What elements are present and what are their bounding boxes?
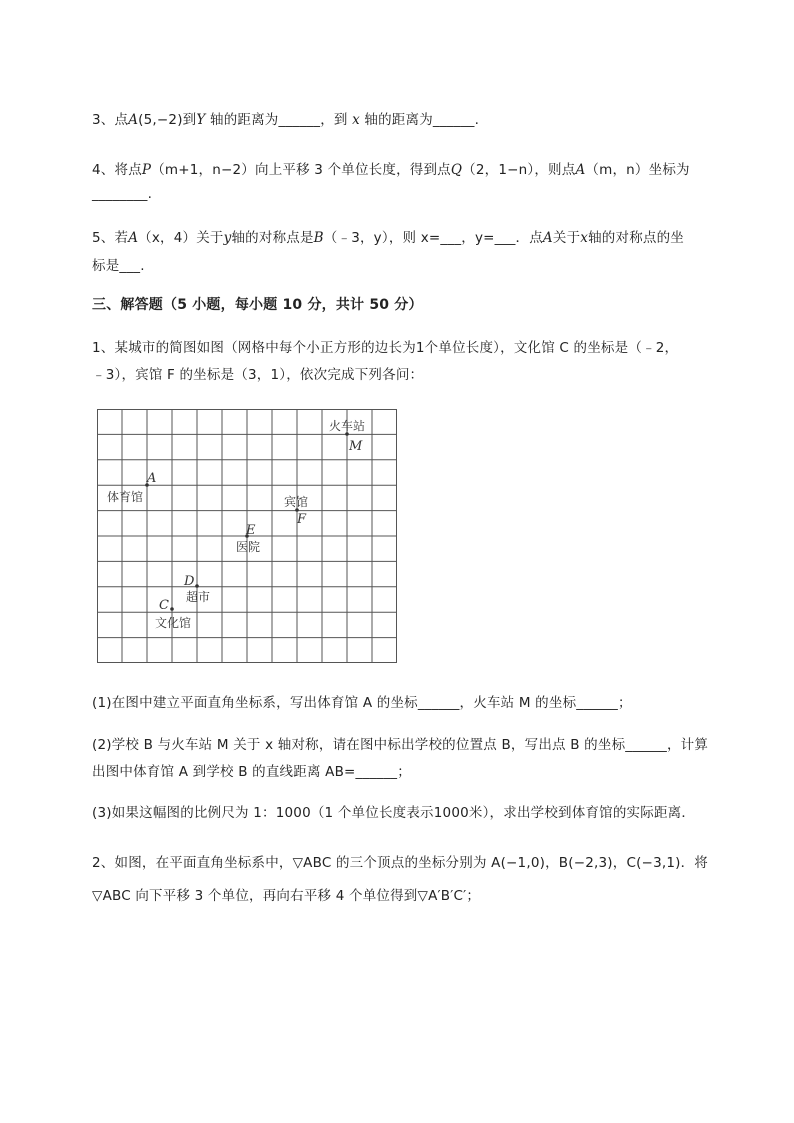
question-4-line-2: ________.: [92, 186, 153, 202]
point-E-label: E: [246, 523, 256, 538]
q3-point-A: A: [128, 112, 139, 128]
q5-text-b: （x，4）关于: [138, 230, 224, 246]
q5-text-a: 5、若: [92, 230, 129, 246]
q4-point-A: A: [575, 162, 586, 178]
culture-label: 文化馆: [155, 616, 192, 630]
question-5-line-2: 标是___.: [92, 258, 145, 274]
q3-axis-x: x: [347, 112, 365, 128]
q4-text-c: （2，1−n），则点: [462, 162, 576, 178]
city-map-figure: [97, 409, 397, 663]
point-D-label: D: [184, 574, 195, 589]
hotel-label: 宾馆: [284, 495, 309, 509]
point-M-label: M: [349, 439, 363, 454]
q5-text-d: （﹣3，y），则 x=___，y=___．点: [323, 230, 543, 246]
city-map-grid: [97, 409, 397, 663]
point-D-dot: [195, 584, 199, 588]
point-F-label: F: [297, 512, 307, 527]
q3-coord: (5,−2): [138, 112, 183, 128]
problem-2-line-1: 2、如图，在平面直角坐标系中，▽ABC 的三个顶点的坐标分别为 A(−1,0)，B(−2,3)，C(−3,1)．将: [92, 855, 709, 871]
point-A-label: A: [147, 471, 157, 486]
q3-number: 3、点: [92, 112, 129, 128]
q5-text-e: 关于: [552, 230, 581, 246]
q5-axis-y: y: [223, 230, 232, 246]
q3-text-1: 到: [182, 112, 197, 128]
q3-axis-y: Y: [196, 112, 206, 128]
question-5-line-1: [92, 226, 684, 246]
q5-text-c: 轴的对称点是: [231, 230, 314, 246]
question-4-line-1: [92, 158, 690, 178]
q3-text-2: 轴的距离为______，到: [205, 112, 348, 128]
hospital-label: 医院: [236, 540, 261, 554]
problem-1-question-3: (3)如果这幅图的比例尺为 1：1000（1 个单位长度表示1000米），求出学校到体育馆的实际距离．: [92, 805, 696, 821]
q3-text-3: 轴的距离为______.: [364, 112, 480, 128]
point-C-dot: [170, 607, 174, 611]
supermarket-label: 超市: [186, 590, 211, 604]
problem-1-question-2-line-2: 出图中体育馆 A 到学校 B 的直线距离 AB=______；: [92, 764, 411, 780]
problem-1-question-2-line-1: (2)学校 B 与火车站 M 关于 x 轴对称，请在图中标出学校的位置点 B，写出点 B 的坐标______，计算: [92, 737, 709, 753]
stadium-label: 体育馆: [107, 490, 144, 504]
q5-text-f: 轴的对称点的坐: [588, 230, 685, 246]
q4-point-Q: Q: [450, 162, 463, 178]
question-3: [92, 108, 479, 128]
problem-2-line-2: ▽ABC 向下平移 3 个单位，再向右平移 4 个单位得到▽A′B′C′；: [92, 888, 481, 904]
problem-1-question-1: (1)在图中建立平面直角坐标系，写出体育馆 A 的坐标______，火车站 M 的坐标______；: [92, 695, 632, 711]
section-3-heading: 三、解答题（5 小题，每小题 10 分，共计 50 分）: [92, 297, 423, 313]
q5-point-B: B: [313, 230, 324, 246]
q4-text-a: 4、将点: [92, 162, 142, 178]
q4-text-b: （m+1，n−2）向上平移 3 个单位长度，得到点: [151, 162, 451, 178]
problem-1-line-1: 1、某城市的简图如图（网格中每个小正方形的边长为1个单位长度），文化馆 C 的坐标是（﹣2，: [92, 340, 679, 356]
point-C-label: C: [159, 598, 169, 613]
q5-point-A: A: [128, 230, 139, 246]
q4-text-d: （m，n）坐标为: [585, 162, 690, 178]
station-label: 火车站: [329, 419, 366, 433]
problem-1-line-2: ﹣3），宾馆 F 的坐标是（3，1），依次完成下列各问：: [92, 367, 424, 383]
q5-point-A2: A: [542, 230, 553, 246]
q4-point-P: P: [141, 162, 152, 178]
q5-axis-x: x: [580, 230, 589, 246]
